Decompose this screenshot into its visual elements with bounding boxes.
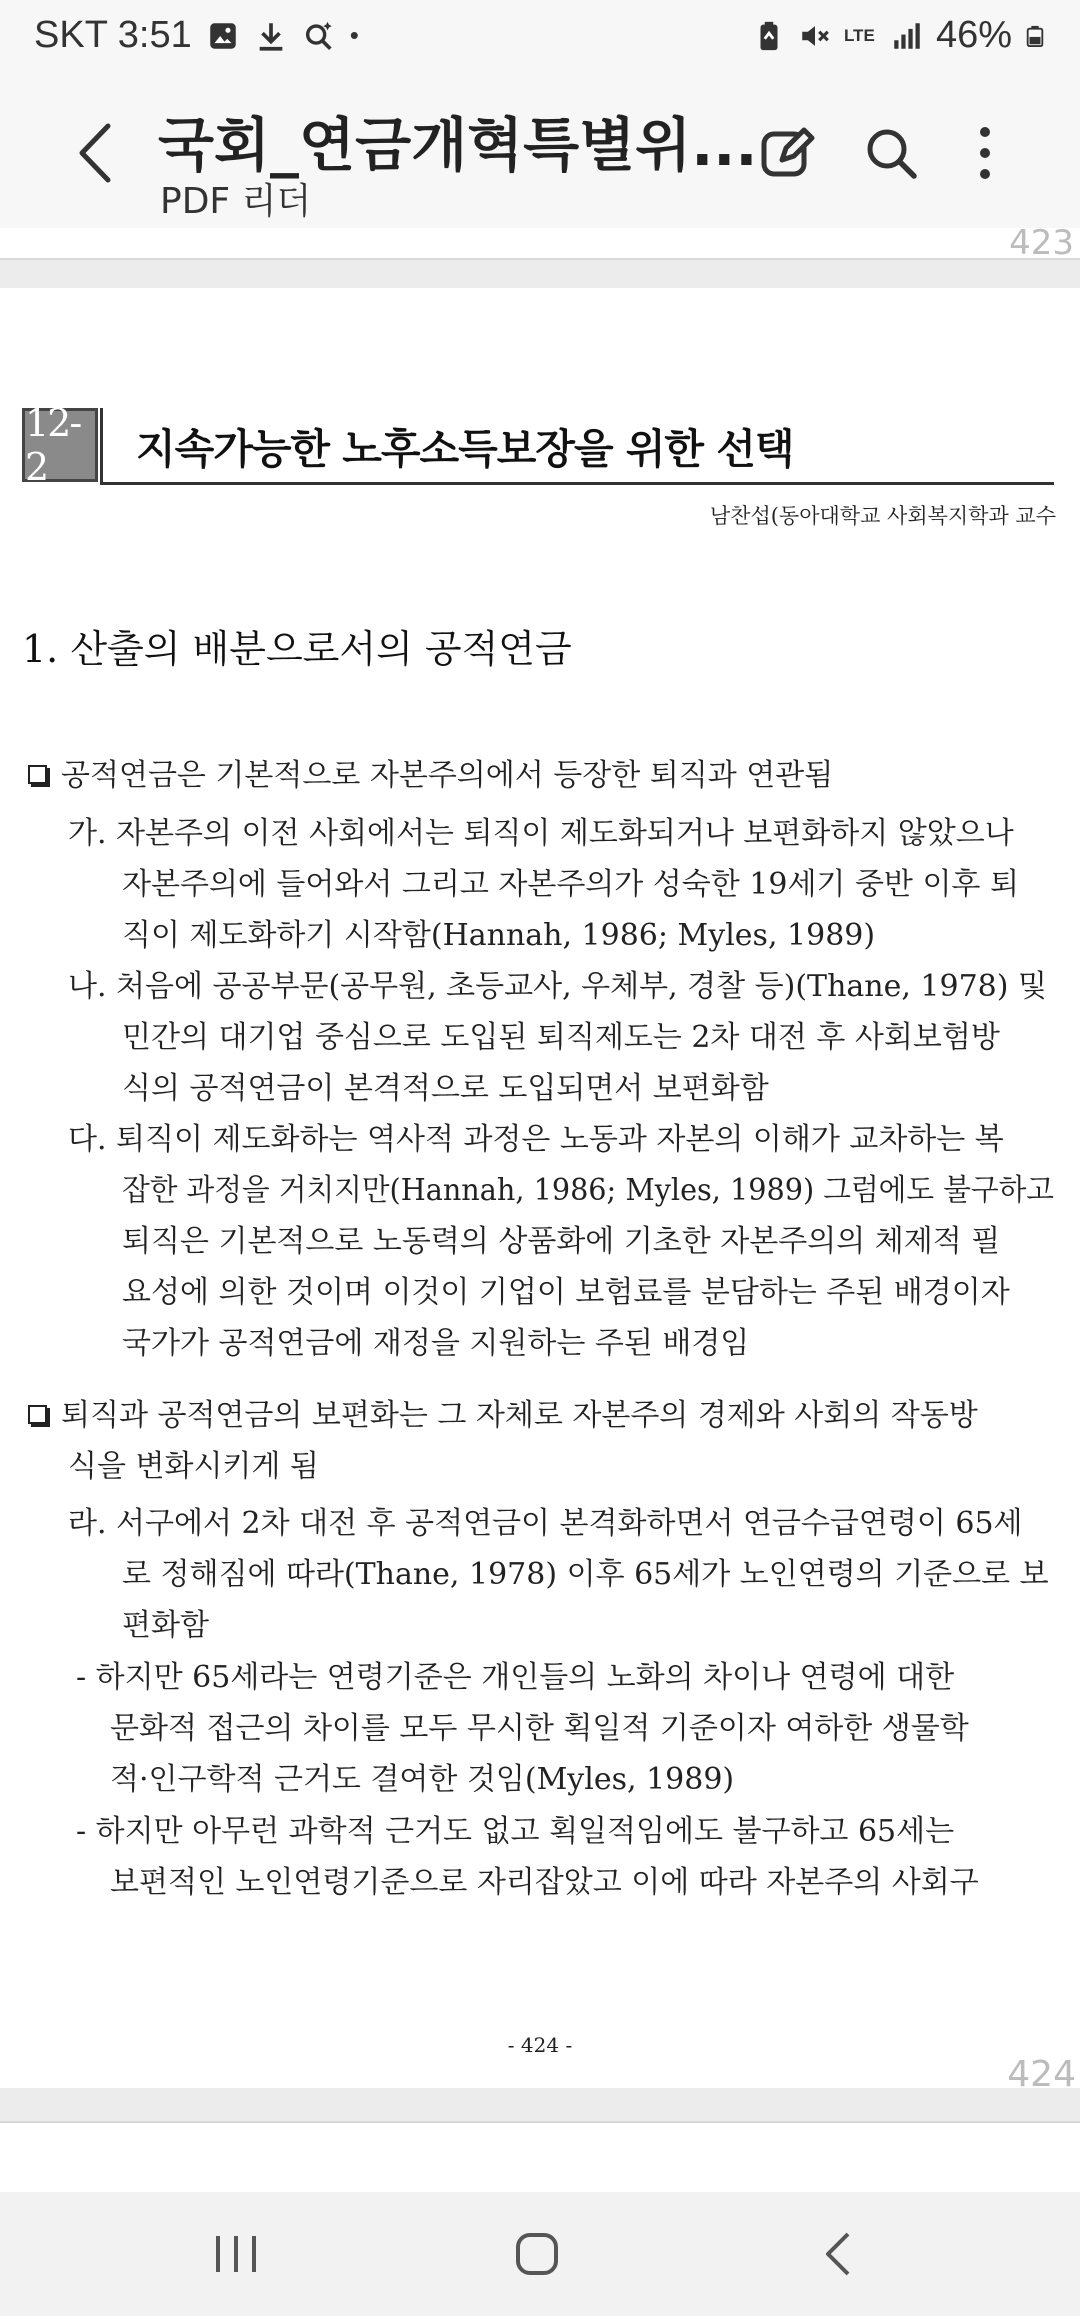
body-line: 라. 서구에서 2차 대전 후 공적연금이 본격화하면서 연금수급연령이 65세 xyxy=(68,1506,1023,1541)
body-line: 퇴직은 기본적으로 노동력의 상품화에 기초한 자본주의의 체제적 필 xyxy=(122,1224,1001,1259)
section-title: 지속가능한 노후소득보장을 위한 선택 xyxy=(136,425,794,473)
body-line: 잡한 과정을 거치지만(Hannah, 1986; Myles, 1989) 그럼에도 불구하고 xyxy=(122,1173,1055,1208)
body-line: 민간의 대기업 중심으로 도입된 퇴직제도는 2차 대전 후 사회보험방 xyxy=(122,1020,1000,1055)
body-line: - 하지만 아무런 과학적 근거도 없고 획일적임에도 불구하고 65세는 xyxy=(76,1814,955,1849)
body-line: 자본주의에 들어와서 그리고 자본주의가 성숙한 19세기 중반 이후 퇴 xyxy=(122,867,1019,902)
more-options-icon[interactable] xyxy=(950,118,1020,188)
page-footer: - 424 - xyxy=(507,2033,573,2057)
pdf-viewer[interactable] xyxy=(0,228,1080,2192)
document-title: 국회_연금개혁특별위... xyxy=(158,111,758,179)
battery-percent: 46% xyxy=(935,14,1012,56)
section-rule xyxy=(100,482,1054,485)
home-icon[interactable] xyxy=(497,2222,577,2286)
search-icon[interactable] xyxy=(856,118,926,188)
smart-search-icon xyxy=(302,19,336,53)
section-divider xyxy=(100,408,103,484)
back-arrow-icon[interactable] xyxy=(72,118,122,188)
app-bar xyxy=(0,78,1080,228)
mute-icon xyxy=(798,19,832,53)
body-line: 직이 제도화하기 시작함(Hannah, 1986; Myles, 1989) xyxy=(122,918,876,953)
body-line: - 하지만 65세라는 연령기준은 개인들의 노화의 차이나 연령에 대한 xyxy=(76,1660,955,1695)
body-line: 로 정해짐에 따라(Thane, 1978) 이후 65세가 노인연령의 기준으로 보 xyxy=(122,1557,1049,1592)
body-line: 식의 공적연금이 본격적으로 도입되면서 보편화함 xyxy=(122,1071,769,1106)
pdf-page xyxy=(0,288,1080,2088)
author-line: 남찬섭(동아대학교 사회복지학과 교수 xyxy=(709,504,1056,528)
body-line: 가. 자본주의 이전 사회에서는 퇴직이 제도화되거나 보편화하지 않았으나 xyxy=(68,816,1014,851)
body-line: 편화함 xyxy=(122,1608,209,1643)
page-number-indicator: 424 xyxy=(1007,2054,1076,2095)
body-line: 문화적 접근의 차이를 모두 무시한 획일적 기준이자 여하한 생물학 xyxy=(110,1711,969,1746)
battery-icon xyxy=(1024,19,1046,53)
network-type: LTE xyxy=(843,26,875,45)
section-number-box: 12-2 xyxy=(22,408,98,482)
square-bullet-icon xyxy=(28,765,47,784)
previous-page-number: 423 xyxy=(1009,228,1074,258)
recent-apps-icon[interactable] xyxy=(196,2222,276,2286)
previous-page xyxy=(0,228,1080,260)
body-line: 다. 퇴직이 제도화하는 역사적 과정은 노동과 자본의 이해가 교차하는 복 xyxy=(68,1122,1004,1157)
body-line: 요성에 의한 것이며 이것이 기업이 보험료를 분담하는 주된 배경이자 xyxy=(122,1275,1010,1310)
battery-saver-icon xyxy=(752,19,786,53)
body-line: 식을 변화시키게 됨 xyxy=(68,1449,319,1484)
heading: 1. 산출의 배분으로서의 공적연금 xyxy=(22,627,572,671)
body-line: 공적연금은 기본적으로 자본주의에서 등장한 퇴직과 연관됨 xyxy=(28,756,833,796)
carrier-time: SKT 3:51 xyxy=(34,14,192,56)
body-line: 퇴직과 공적연금의 보편화는 그 자체로 자본주의 경제와 사회의 작동방 xyxy=(28,1396,978,1436)
app-subtitle: PDF 리더 xyxy=(160,181,312,222)
body-line: 나. 처음에 공공부문(공무원, 초등교사, 우체부, 경찰 등)(Thane, 1978) 및 xyxy=(68,969,1047,1004)
body-line: 보편적인 노인연령기준으로 자리잡았고 이에 따라 자본주의 사회구 xyxy=(110,1865,979,1900)
download-icon xyxy=(254,19,288,53)
body-line: 국가가 공적연금에 재정을 지원하는 주된 배경임 xyxy=(122,1326,750,1361)
system-nav-bar xyxy=(0,2192,1080,2316)
status-bar xyxy=(0,0,1080,78)
notification-dot: • xyxy=(349,20,359,50)
square-bullet-icon xyxy=(28,1405,47,1424)
next-page xyxy=(0,2121,1080,2192)
back-icon[interactable] xyxy=(800,2222,880,2286)
edit-icon[interactable] xyxy=(752,118,822,188)
body-line: 적·인구학적 근거도 결여한 것임(Myles, 1989) xyxy=(110,1762,735,1797)
signal-icon xyxy=(890,19,924,53)
gallery-icon xyxy=(206,19,240,53)
